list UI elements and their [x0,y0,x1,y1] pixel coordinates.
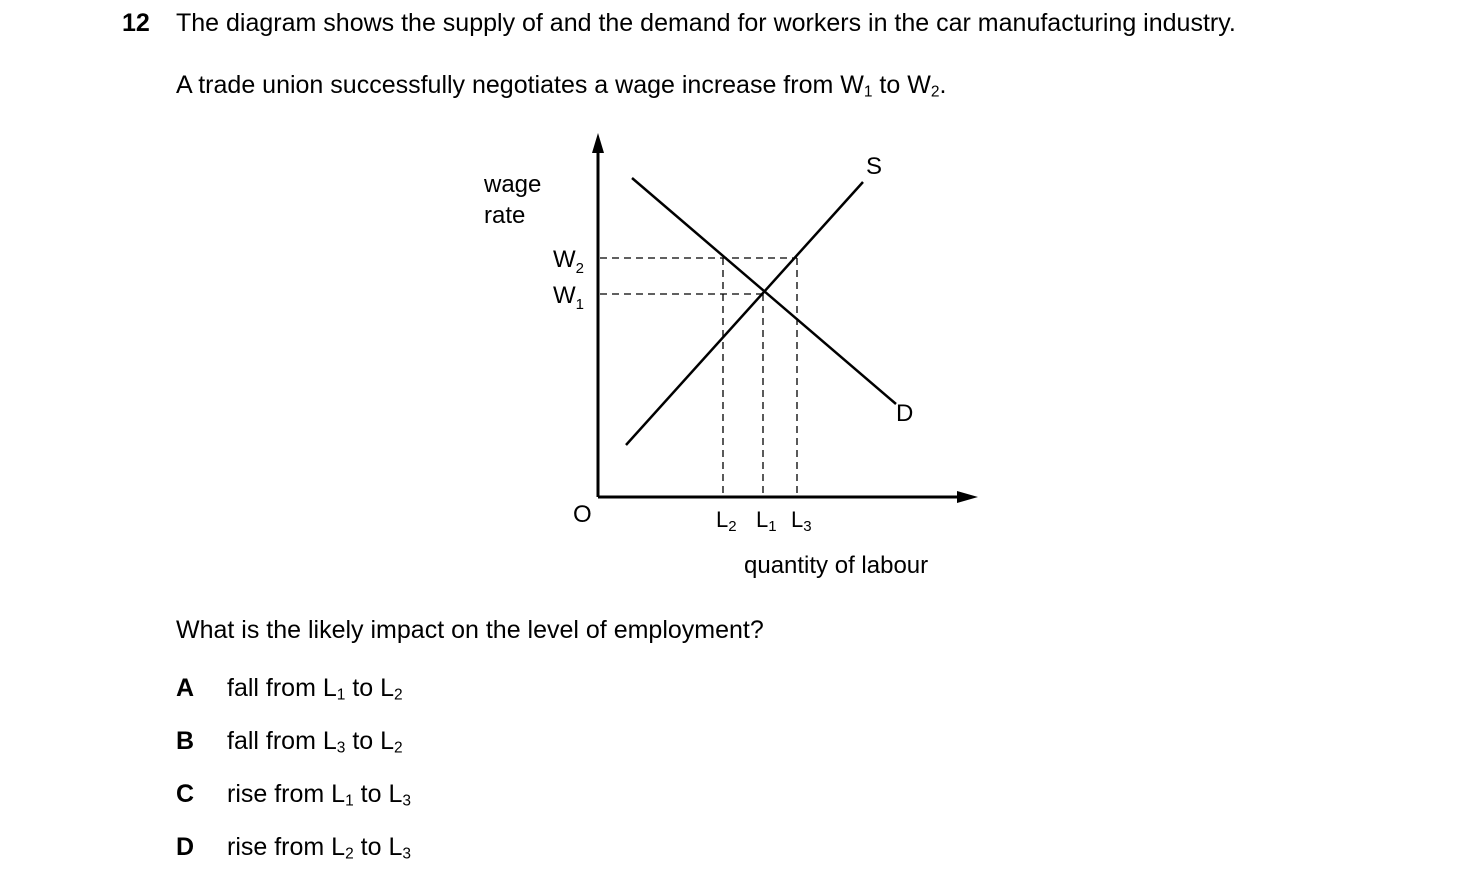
context-before: A trade union successfully negotiates a wage increase from W [176,71,864,99]
y-axis-label-line2: rate [484,202,526,229]
origin-label: O [573,501,592,528]
context-w-from-sub: 1 [863,83,873,101]
context-w-to-sub: 2 [930,83,940,101]
demand-curve [632,178,896,404]
y-axis-arrowhead [592,133,604,153]
l1-label: L1 [756,507,777,535]
l3-label: L3 [791,507,812,535]
option-a-text[interactable]: fall from $L_1$ to $L_2$ [227,674,403,704]
supply-curve [626,182,863,445]
y-axis-label-line1: wage [484,171,542,198]
w2-label: $W_2$ [553,246,584,277]
demand-label: D [896,400,914,427]
w1-label: $W_1$ [553,282,584,313]
supply-label: S [866,153,883,180]
option-b-text[interactable]: fall from $L_3$ to $L_2$ [227,727,403,757]
option-b-letter[interactable]: B [176,727,195,755]
question-stem: The diagram shows the supply of and the demand for workers in the car manufacturing industry. [176,9,1236,37]
context-middle: to W [872,71,931,99]
option-a-letter[interactable]: A [176,674,195,702]
question-number: 12 [122,9,150,37]
option-d-text[interactable]: rise from $L_2$ to $L_3$ [227,833,411,863]
l2-label: L2 [716,507,737,535]
x-axis-arrowhead [957,491,978,503]
option-c-text[interactable]: rise from $L_1$ to $L_3$ [227,780,411,810]
option-c-letter[interactable]: C [176,780,195,808]
context-after: . [939,71,947,99]
x-axis-label: quantity of labour [744,552,929,579]
option-d-letter[interactable]: D [176,833,195,861]
question-prompt: What is the likely impact on the level of employment? [176,616,764,644]
